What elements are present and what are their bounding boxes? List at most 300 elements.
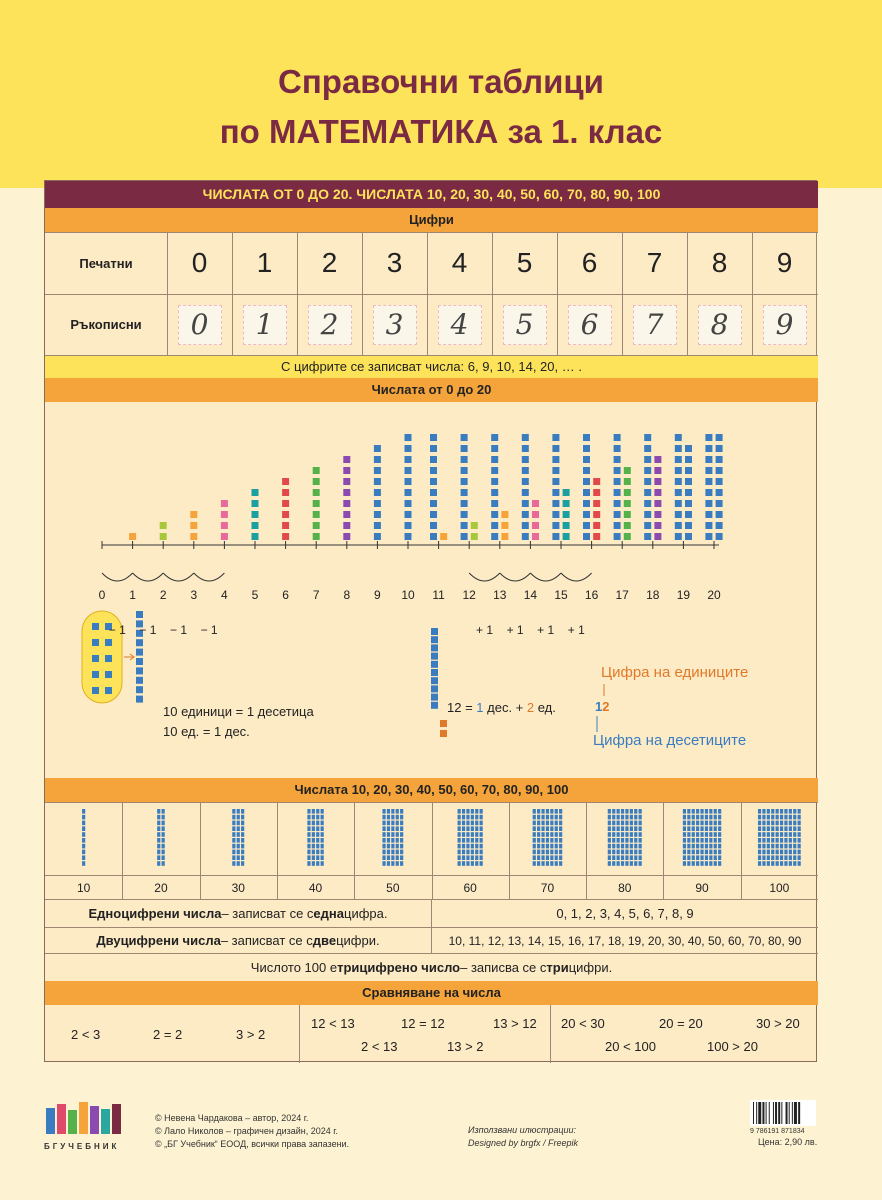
- ten-unit: [798, 832, 801, 837]
- unit-block: [405, 511, 412, 518]
- ten-unit: [471, 826, 474, 831]
- ten-unit: [480, 826, 483, 831]
- ten-unit: [471, 821, 474, 826]
- ten-unit: [241, 815, 244, 820]
- tick-label: 10: [401, 588, 415, 602]
- unit-block: [644, 445, 651, 452]
- ten-unit: [396, 832, 399, 837]
- unit-block: [461, 445, 468, 452]
- ten-unit: [471, 850, 474, 855]
- unit-block: [644, 489, 651, 496]
- unit-block: [252, 500, 259, 507]
- unit-block: [491, 434, 498, 441]
- ten-unit: [466, 826, 469, 831]
- unit-block: [461, 456, 468, 463]
- ten-unit: [683, 832, 686, 837]
- ten-unit: [625, 844, 628, 849]
- unit-block: [675, 456, 682, 463]
- cmp-13: 100 > 20: [707, 1039, 758, 1054]
- unit-block: [282, 478, 289, 485]
- reference-sheet: [44, 180, 817, 1062]
- tick-label: 14: [523, 588, 538, 602]
- ten-unit: [546, 855, 549, 860]
- ten-unit: [400, 815, 403, 820]
- ten-unit: [533, 838, 536, 843]
- ten-unit: [458, 815, 461, 820]
- unit-block: [313, 489, 320, 496]
- unit-block: [374, 445, 381, 452]
- handwritten-digit-glyph: 2: [308, 305, 352, 345]
- ten-unit: [630, 826, 633, 831]
- ten-unit: [312, 855, 315, 860]
- cmp-7: 2 < 13: [361, 1039, 398, 1054]
- ten-unit: [718, 838, 721, 843]
- ten-unit: [789, 844, 792, 849]
- three-digit-rule: Числото 100 е трицифрено число – записва се с три цифри.: [250, 960, 613, 975]
- unit-block: [614, 522, 621, 529]
- unit-block: [405, 522, 412, 529]
- ten-unit: [237, 815, 240, 820]
- ten-unit: [82, 861, 85, 866]
- ten-unit: [634, 809, 637, 814]
- ten-unit: [639, 821, 642, 826]
- ten-unit: [771, 861, 774, 866]
- ten-unit: [683, 821, 686, 826]
- ten-unit: [776, 826, 779, 831]
- ten-unit: [696, 821, 699, 826]
- unit-block: [644, 478, 651, 485]
- unit-block: [461, 478, 468, 485]
- ten-unit: [705, 861, 708, 866]
- unit-block: [675, 500, 682, 507]
- ten-unit: [758, 815, 761, 820]
- ten-unit: [758, 861, 761, 866]
- ten-unit: [612, 844, 615, 849]
- cmp-4: 12 < 13: [311, 1016, 355, 1031]
- unit-block: [252, 511, 259, 518]
- unit-block: [614, 467, 621, 474]
- tens-label: 70: [540, 880, 555, 895]
- unit-block: [221, 533, 228, 540]
- credits: © Невена Чардакова – автор, 2024 г. © Лало Николов – графичен дизайн, 2024 г. © „БГ Учебник“ ЕООД, всички права запазени.: [155, 1113, 350, 1149]
- tick-label: 13: [493, 588, 507, 602]
- price: Цена: 2,90 лв.: [758, 1137, 818, 1147]
- unit-block: [405, 467, 412, 474]
- ten-unit: [82, 826, 85, 831]
- ten-unit: [762, 844, 765, 849]
- ten-unit: [321, 844, 324, 849]
- unit-block: [221, 511, 228, 518]
- ten-unit: [789, 838, 792, 843]
- ten-unit: [391, 832, 394, 837]
- publisher-logo: [44, 1100, 134, 1136]
- ten-unit: [709, 826, 712, 831]
- ten-unit: [541, 815, 544, 820]
- ten-unit: [639, 838, 642, 843]
- unit-block: [583, 434, 590, 441]
- tens-label: 20: [154, 880, 168, 895]
- ten-unit: [550, 815, 553, 820]
- unit-block: [405, 478, 412, 485]
- unit-block: [522, 445, 529, 452]
- cmp-10: 20 = 20: [659, 1016, 703, 1031]
- unit-block: [654, 533, 661, 540]
- ten-unit: [241, 844, 244, 849]
- ten-unit: [612, 850, 615, 855]
- ten-unit: [458, 826, 461, 831]
- ten-unit: [382, 809, 385, 814]
- unit-block: [552, 467, 559, 474]
- ten-unit: [550, 861, 553, 866]
- unit-block: [552, 489, 559, 496]
- ten-unit: [537, 855, 540, 860]
- ten-unit: [559, 815, 562, 820]
- tens-label: 30: [231, 880, 245, 895]
- unit-block: [644, 467, 651, 474]
- tick-label: 19: [676, 588, 691, 602]
- ten-unit: [798, 855, 801, 860]
- unit-block: [343, 478, 350, 485]
- ten-unit: [537, 850, 540, 855]
- unit-block: [430, 478, 437, 485]
- unit-block: [685, 533, 692, 540]
- ten-unit: [692, 838, 695, 843]
- ten-unit: [321, 826, 324, 831]
- tick-label: 7: [312, 588, 320, 602]
- ten-unit: [630, 821, 633, 826]
- unit-block: [491, 456, 498, 463]
- ten-unit: [480, 815, 483, 820]
- ten-unit: [767, 832, 770, 837]
- unit-block: [552, 478, 559, 485]
- ten-unit: [387, 821, 390, 826]
- plus-one-label: + 1: [537, 623, 555, 637]
- ten-unit: [793, 815, 796, 820]
- printed-digit-8: 8: [711, 247, 728, 278]
- illustrations-credit: Използвани илюстрации: Designed by brgfx / Freepik: [468, 1125, 579, 1148]
- unit-block: [430, 489, 437, 496]
- ten-unit: [625, 855, 628, 860]
- ten-unit: [683, 815, 686, 820]
- ten-unit: [625, 861, 628, 866]
- ten-unit: [559, 850, 562, 855]
- ten-unit: [387, 838, 390, 843]
- unit-block: [552, 456, 559, 463]
- ten-unit: [162, 815, 165, 820]
- ten-unit: [714, 815, 717, 820]
- ten-unit: [82, 838, 85, 843]
- ten-unit: [546, 850, 549, 855]
- ten-unit: [559, 838, 562, 843]
- ten-unit: [771, 821, 774, 826]
- unit-block: [644, 500, 651, 507]
- ten-unit: [391, 821, 394, 826]
- ten-unit: [241, 855, 244, 860]
- units-tens-text-2: 10 ед. = 1 дес.: [163, 724, 250, 739]
- ten-unit: [714, 832, 717, 837]
- unit-block: [491, 489, 498, 496]
- ten-unit: [780, 855, 783, 860]
- ten-unit: [705, 844, 708, 849]
- unit-block: [552, 533, 559, 540]
- ten-unit: [382, 838, 385, 843]
- ten-unit: [762, 850, 765, 855]
- unit-block: [654, 489, 661, 496]
- ten-unit: [480, 832, 483, 837]
- ten-unit: [793, 832, 796, 837]
- unit-block: [705, 511, 712, 518]
- ten-unit: [321, 832, 324, 837]
- printed-digit-0: 0: [191, 247, 208, 278]
- ten-unit: [312, 809, 315, 814]
- unit-block: [583, 522, 590, 529]
- unit-block: [716, 478, 723, 485]
- ten-unit: [798, 838, 801, 843]
- tick-label: 5: [251, 588, 259, 602]
- ten-unit: [767, 844, 770, 849]
- ten-unit: [387, 815, 390, 820]
- unit-block: [190, 533, 197, 540]
- ten-unit: [458, 821, 461, 826]
- ten-unit: [555, 850, 558, 855]
- ten-unit: [630, 850, 633, 855]
- tens-label: 40: [308, 880, 323, 895]
- ten-unit: [617, 861, 620, 866]
- unit-block: [343, 533, 350, 540]
- publisher-name: БГУЧЕБНИК: [44, 1142, 120, 1151]
- ten-unit: [687, 838, 690, 843]
- ten-unit: [400, 832, 403, 837]
- handwritten-digit-1: [232, 294, 297, 355]
- unit-block: [614, 511, 621, 518]
- cmp-11: 30 > 20: [756, 1016, 800, 1031]
- ten-unit: [771, 815, 774, 820]
- ten-unit: [762, 832, 765, 837]
- ten-unit: [391, 855, 394, 860]
- ten-unit: [700, 832, 703, 837]
- ten-unit: [692, 826, 695, 831]
- ten-unit: [793, 821, 796, 826]
- ten-unit: [537, 821, 540, 826]
- ten-unit: [533, 850, 536, 855]
- ten-unit: [550, 844, 553, 849]
- ten-unit: [316, 821, 319, 826]
- ten-unit: [793, 850, 796, 855]
- ten-unit: [475, 850, 478, 855]
- ten-unit: [458, 850, 461, 855]
- ten-unit: [692, 832, 695, 837]
- unit-block: [563, 489, 570, 496]
- ten-unit: [639, 850, 642, 855]
- unit-block: [522, 533, 529, 540]
- unit-block: [313, 511, 320, 518]
- unit-block: [430, 456, 437, 463]
- unit-block: [614, 533, 621, 540]
- ten-unit: [709, 861, 712, 866]
- ten-unit: [232, 861, 235, 866]
- ten-unit: [634, 815, 637, 820]
- unit-block: [685, 500, 692, 507]
- ten-unit: [555, 821, 558, 826]
- ten-unit: [462, 850, 465, 855]
- unit-block: [405, 445, 412, 452]
- ten-unit: [157, 809, 160, 814]
- ten-unit: [630, 844, 633, 849]
- ten-unit: [714, 850, 717, 855]
- printed-digit-9: 9: [776, 247, 793, 278]
- ten-unit: [776, 861, 779, 866]
- unit-block: [583, 533, 590, 540]
- unit-block: [522, 478, 529, 485]
- ten-unit: [617, 855, 620, 860]
- unit-block: [190, 511, 197, 518]
- ten-unit: [705, 832, 708, 837]
- ten-unit: [771, 832, 774, 837]
- handwritten-digit-8: [687, 294, 752, 355]
- ten-unit: [784, 855, 787, 860]
- ten-unit: [612, 838, 615, 843]
- unit-block: [624, 500, 631, 507]
- ten-unit: [555, 855, 558, 860]
- one-digit-rule: Едноцифрени числа – записват се с една цифра.: [88, 906, 388, 921]
- ten-unit: [232, 838, 235, 843]
- unit-block: [654, 511, 661, 518]
- ten-unit: [692, 850, 695, 855]
- ten-unit: [767, 821, 770, 826]
- ten-unit: [758, 826, 761, 831]
- ten-unit: [312, 838, 315, 843]
- unit-block: [705, 456, 712, 463]
- unit-block: [675, 511, 682, 518]
- ten-unit: [617, 838, 620, 843]
- unit-block: [440, 533, 447, 540]
- ten-unit: [312, 821, 315, 826]
- ten-unit: [714, 821, 717, 826]
- ten-unit: [387, 832, 390, 837]
- ten-unit: [533, 826, 536, 831]
- ten-unit: [480, 861, 483, 866]
- unit-block: [374, 511, 381, 518]
- tens-label: 10: [76, 880, 91, 895]
- ten-unit: [780, 809, 783, 814]
- ten-unit: [718, 861, 721, 866]
- ten-unit: [762, 855, 765, 860]
- handwritten-label: Ръкописни: [70, 317, 142, 332]
- ten-unit: [617, 821, 620, 826]
- unit-block: [675, 434, 682, 441]
- ten-unit: [396, 855, 399, 860]
- handwritten-digit-4: [427, 294, 492, 355]
- ten-unit: [550, 832, 553, 837]
- digit-tens-label: Цифра на десетиците: [593, 732, 747, 749]
- unit-block: [491, 467, 498, 474]
- cmp-3: 3 > 2: [236, 1027, 266, 1042]
- printed-digit-3: 3: [386, 247, 403, 278]
- handwritten-digit-5: [492, 294, 557, 355]
- ten-unit: [692, 861, 695, 866]
- ten-unit: [758, 844, 761, 849]
- tens-header: Числата 10, 20, 30, 40, 50, 60, 70, 80, 90, 100: [45, 778, 818, 802]
- ten-unit: [550, 838, 553, 843]
- unit-block: [430, 511, 437, 518]
- printed-label: Печатни: [79, 255, 133, 271]
- ten-unit: [639, 832, 642, 837]
- ten-unit: [608, 844, 611, 849]
- unit-block: [685, 467, 692, 474]
- unit-block: [583, 489, 590, 496]
- tick-label: 12: [462, 588, 476, 602]
- ten-unit: [780, 838, 783, 843]
- ten-unit: [555, 844, 558, 849]
- ten-unit: [771, 809, 774, 814]
- tens-label: 90: [695, 880, 709, 895]
- ten-unit: [608, 832, 611, 837]
- ten-unit: [466, 838, 469, 843]
- unit-block: [532, 522, 539, 529]
- ten-unit: [157, 855, 160, 860]
- ten-unit: [784, 826, 787, 831]
- ten-unit: [692, 815, 695, 820]
- ten-unit: [776, 832, 779, 837]
- unit-block: [675, 467, 682, 474]
- handwritten-digit-glyph: 6: [568, 305, 612, 345]
- ten-unit: [758, 838, 761, 843]
- ten-unit: [776, 821, 779, 826]
- digits-note: С цифрите се записват числа: 6, 9, 10, 14, 20, … .: [45, 356, 818, 378]
- ten-unit: [400, 821, 403, 826]
- printed-digit-1: 1: [256, 247, 273, 278]
- ten-unit: [789, 815, 792, 820]
- ten-unit: [771, 844, 774, 849]
- ten-unit: [798, 844, 801, 849]
- ten-unit: [533, 809, 536, 814]
- ten-unit: [621, 838, 624, 843]
- ten-unit: [714, 855, 717, 860]
- ten-unit: [162, 832, 165, 837]
- ten-unit: [237, 855, 240, 860]
- ten-unit: [480, 855, 483, 860]
- ten-unit: [555, 826, 558, 831]
- ten-unit: [162, 838, 165, 843]
- ten-unit: [762, 821, 765, 826]
- tick-label: 4: [221, 588, 228, 602]
- ten-unit: [555, 838, 558, 843]
- ten-unit: [718, 850, 721, 855]
- ten-unit: [462, 855, 465, 860]
- ten-unit: [612, 826, 615, 831]
- unit-block: [313, 478, 320, 485]
- cmp-6: 13 > 12: [493, 1016, 537, 1031]
- ten-unit: [700, 861, 703, 866]
- ten-unit: [625, 821, 628, 826]
- unit-block: [221, 522, 228, 529]
- unit-block: [685, 511, 692, 518]
- unit-block: [675, 489, 682, 496]
- unit-block: [614, 500, 621, 507]
- unit-block: [716, 467, 723, 474]
- ten-unit: [157, 815, 160, 820]
- tick-label: 2: [159, 588, 167, 602]
- ten-unit: [780, 844, 783, 849]
- ten-unit: [480, 844, 483, 849]
- unit-block: [252, 533, 259, 540]
- ten-unit: [776, 855, 779, 860]
- handwritten-digit-2: [297, 294, 362, 355]
- ten-unit: [550, 826, 553, 831]
- unit-block: [685, 489, 692, 496]
- unit-block: [593, 500, 600, 507]
- handwritten-digit-6: [557, 294, 622, 355]
